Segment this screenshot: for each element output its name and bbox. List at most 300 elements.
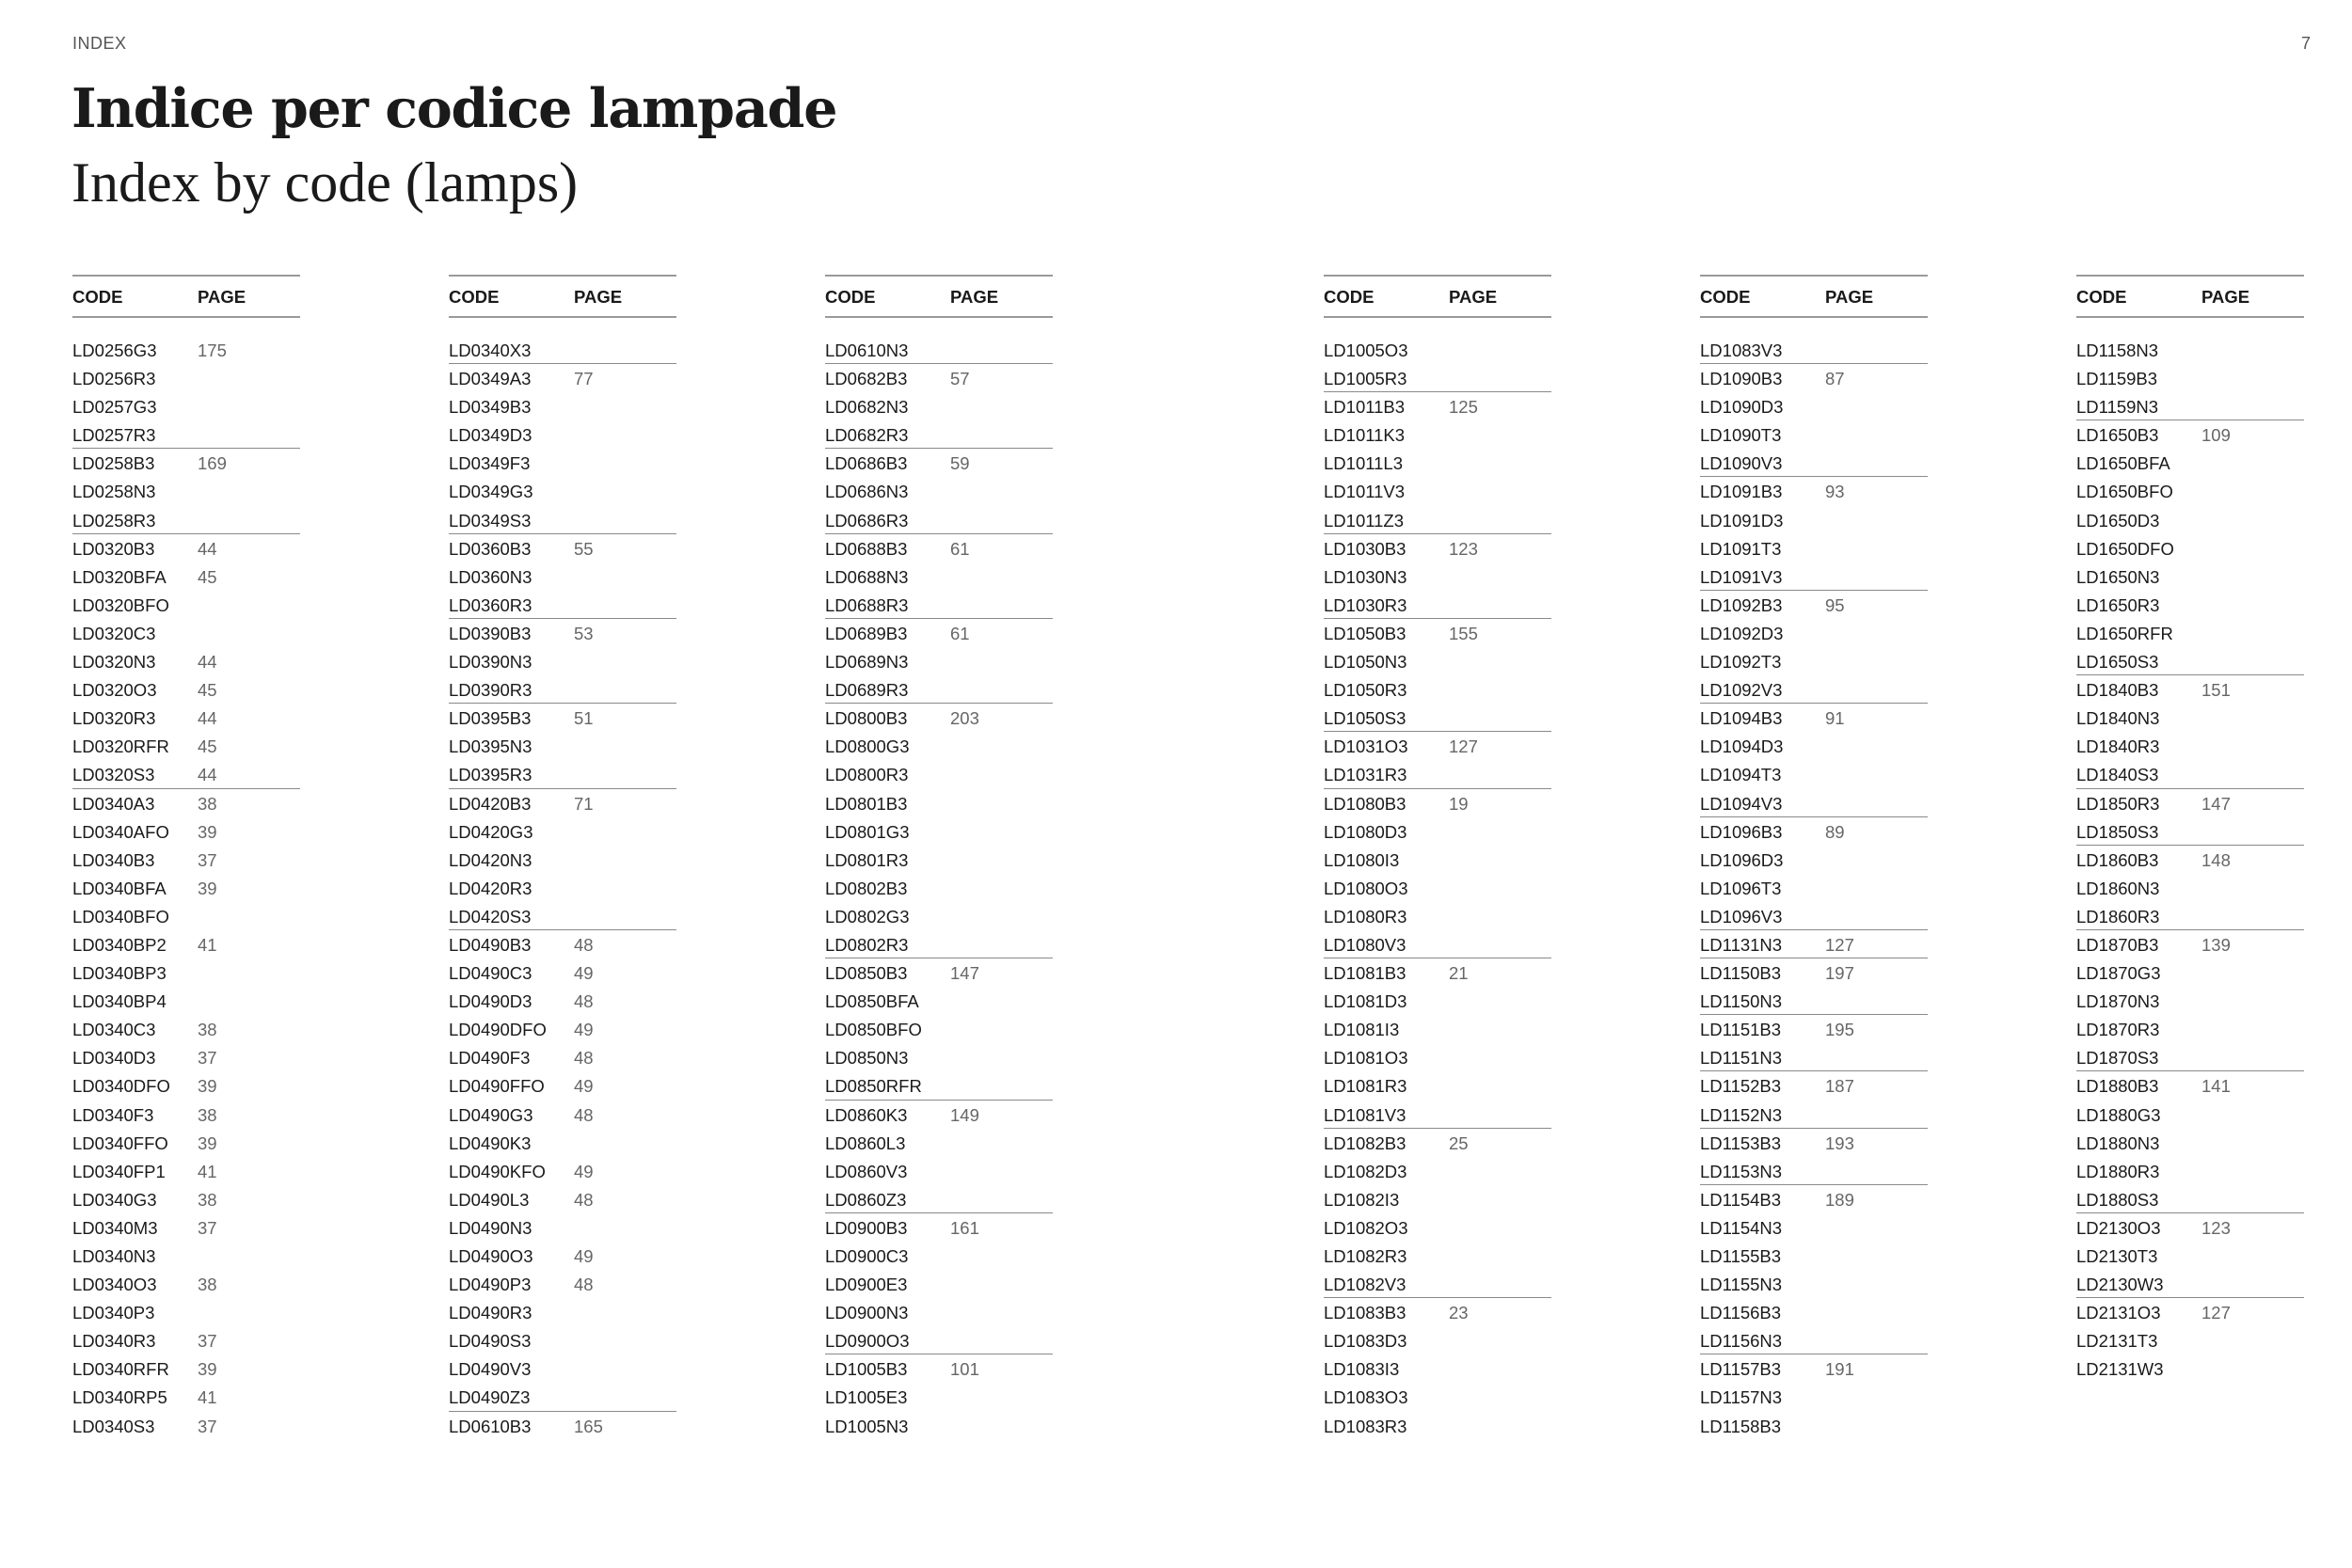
lamp-code: LD1011V3	[1324, 482, 1406, 502]
lamp-code: LD1031O3	[1324, 736, 1408, 757]
lamp-code: LD1880G3	[2076, 1104, 2161, 1125]
lamp-code: LD0801R3	[825, 849, 909, 870]
lamp-code: LD1159B3	[2076, 369, 2158, 389]
lamp-code: LD1131N3	[1700, 934, 1783, 955]
lamp-code: LD1650R3	[2076, 594, 2160, 615]
index-row	[1700, 958, 1928, 987]
page-ref: 191	[1825, 1359, 1854, 1380]
index-row	[72, 477, 300, 505]
index-row	[2076, 930, 2304, 958]
lamp-code: LD1154B3	[1700, 1189, 1782, 1210]
lamp-code: LD1083B3	[1324, 1303, 1406, 1323]
index-rows	[1700, 336, 1928, 1440]
page-ref: 48	[574, 1048, 594, 1069]
index-row	[1324, 477, 1551, 505]
index-row	[449, 1298, 676, 1326]
lamp-code: LD1094T3	[1700, 765, 1782, 785]
index-row	[2076, 1270, 2304, 1298]
index-column-3	[825, 275, 1053, 1440]
lamp-code: LD0340F3	[72, 1104, 154, 1125]
lamp-code: LD1005E3	[825, 1387, 908, 1408]
page-header: PAGE	[198, 287, 246, 307]
lamp-code: LD0610N3	[825, 341, 909, 360]
page-ref: 141	[2201, 1076, 2231, 1097]
index-column-6	[2076, 275, 2304, 1383]
page-ref: 89	[1825, 821, 1845, 842]
index-row	[2076, 506, 2304, 534]
lamp-code: LD0390R3	[449, 680, 532, 701]
lamp-code: LD1005N3	[825, 1416, 909, 1436]
page-ref: 77	[574, 369, 594, 389]
index-row	[449, 846, 676, 874]
index-row	[449, 477, 676, 505]
index-row	[449, 1213, 676, 1242]
page-ref: 127	[1449, 736, 1478, 757]
page-ref: 149	[950, 1104, 979, 1125]
index-row	[449, 1071, 676, 1100]
index-column-1	[72, 275, 300, 1440]
index-row	[1324, 506, 1551, 534]
index-row	[1324, 846, 1551, 874]
index-row	[449, 987, 676, 1015]
page-ref: 39	[198, 821, 217, 842]
index-row	[2076, 1071, 2304, 1100]
index-row	[825, 930, 1053, 958]
lamp-code: LD1090V3	[1700, 453, 1783, 474]
lamp-code: LD0320BFA	[72, 566, 167, 587]
index-row	[825, 1043, 1053, 1071]
index-rows	[72, 336, 300, 1440]
page-header: PAGE	[574, 287, 623, 307]
index-row	[1700, 902, 1928, 930]
index-row	[825, 902, 1053, 930]
page-ref: 37	[198, 1331, 217, 1352]
lamp-code: LD1156B3	[1700, 1303, 1782, 1323]
index-row	[1324, 1326, 1551, 1354]
lamp-code: LD1082O3	[1324, 1217, 1408, 1238]
lamp-code: LD1011K3	[1324, 425, 1406, 446]
lamp-code: LD1092T3	[1700, 652, 1782, 673]
index-row	[1324, 1383, 1551, 1411]
lamp-code: LD0490F3	[449, 1048, 531, 1069]
lamp-code: LD1094B3	[1700, 708, 1783, 729]
code-header: CODE	[1324, 287, 1375, 307]
lamp-code: LD0340N3	[72, 1246, 156, 1266]
index-row	[72, 1412, 300, 1440]
index-row	[72, 336, 300, 364]
lamp-code: LD0340M3	[72, 1217, 158, 1238]
lamp-code: LD1158N3	[2076, 341, 2159, 360]
column-header	[1324, 275, 1551, 318]
index-row	[449, 1242, 676, 1270]
lamp-code: LD1096B3	[1700, 821, 1783, 842]
lamp-code: LD0257R3	[72, 425, 156, 446]
index-row	[825, 1101, 1053, 1129]
index-row	[72, 1101, 300, 1129]
lamp-code: LD1850R3	[2076, 793, 2160, 814]
page-ref: 151	[2201, 680, 2231, 701]
index-row	[2076, 562, 2304, 591]
page-ref: 125	[1449, 397, 1478, 418]
lamp-code: LD1096T3	[1700, 878, 1782, 898]
lamp-code: LD0900B3	[825, 1217, 908, 1238]
lamp-code: LD1157B3	[1700, 1359, 1782, 1380]
lamp-code: LD0490DFO	[449, 1020, 547, 1040]
index-row	[449, 704, 676, 732]
index-row	[72, 1298, 300, 1326]
page-ref: 147	[950, 963, 979, 984]
index-row	[2076, 760, 2304, 788]
index-row	[2076, 1015, 2304, 1043]
lamp-code: LD0258B3	[72, 453, 155, 474]
lamp-code: LD1092D3	[1700, 623, 1784, 643]
lamp-code: LD0258R3	[72, 510, 156, 531]
index-row	[1700, 732, 1928, 760]
lamp-code: LD1650D3	[2076, 510, 2160, 531]
index-row	[2076, 449, 2304, 477]
index-row	[72, 364, 300, 392]
index-row	[72, 1354, 300, 1383]
index-row	[2076, 420, 2304, 449]
lamp-code: LD1650RFR	[2076, 623, 2173, 643]
index-row	[449, 420, 676, 449]
page-ref: 38	[198, 1020, 217, 1040]
page-ref: 38	[198, 793, 217, 814]
lamp-code: LD0490D3	[449, 991, 532, 1012]
lamp-code: LD0395N3	[449, 736, 532, 757]
lamp-code: LD0900O3	[825, 1331, 910, 1352]
index-row	[2076, 591, 2304, 619]
index-row	[72, 1326, 300, 1354]
page-ref: 19	[1449, 793, 1469, 814]
page-ref: 39	[198, 1132, 217, 1153]
lamp-code: LD1031R3	[1324, 765, 1407, 785]
index-row	[72, 760, 300, 788]
lamp-code: LD0390N3	[449, 652, 532, 673]
lamp-code: LD0420G3	[449, 821, 533, 842]
index-rows	[1324, 336, 1551, 1440]
lamp-code: LD0340BP2	[72, 934, 167, 955]
index-row	[1700, 1071, 1928, 1100]
index-row	[825, 1412, 1053, 1440]
lamp-code: LD1082R3	[1324, 1246, 1407, 1266]
lamp-code: LD0490K3	[449, 1132, 532, 1153]
index-row	[2076, 336, 2304, 364]
index-row	[1700, 1101, 1928, 1129]
index-row	[449, 534, 676, 562]
page-ref: 39	[198, 1076, 217, 1097]
lamp-code: LD1092B3	[1700, 594, 1783, 615]
lamp-code: LD0850BFO	[825, 1020, 922, 1040]
index-row	[2076, 1129, 2304, 1157]
page-ref: 57	[950, 369, 970, 389]
index-row	[1324, 1071, 1551, 1100]
index-row	[1700, 420, 1928, 449]
lamp-code: LD0900C3	[825, 1246, 909, 1266]
index-row	[2076, 1157, 2304, 1185]
index-row	[1324, 930, 1551, 958]
lamp-code: LD1083R3	[1324, 1416, 1407, 1436]
index-row	[72, 647, 300, 675]
lamp-code: LD0420R3	[449, 878, 532, 898]
index-row	[449, 1101, 676, 1129]
page-ref: 49	[574, 1161, 594, 1181]
page-ref: 44	[198, 652, 217, 673]
lamp-code: LD0686B3	[825, 453, 908, 474]
page-ref: 49	[574, 1246, 594, 1266]
page-ref: 44	[198, 708, 217, 729]
index-row	[449, 930, 676, 958]
index-row	[1324, 449, 1551, 477]
lamp-code: LD0490O3	[449, 1246, 533, 1266]
lamp-code: LD2130W3	[2076, 1275, 2164, 1295]
index-row	[2076, 902, 2304, 930]
index-row	[825, 704, 1053, 732]
lamp-code: LD1030B3	[1324, 538, 1406, 559]
lamp-code: LD0490P3	[449, 1275, 532, 1295]
lamp-code: LD1050N3	[1324, 652, 1407, 673]
page-ref: 91	[1825, 708, 1845, 729]
lamp-code: LD1080R3	[1324, 906, 1407, 927]
lamp-code: LD1156N3	[1700, 1331, 1783, 1352]
index-row	[1700, 704, 1928, 732]
lamp-code: LD1840S3	[2076, 765, 2159, 785]
index-row	[1324, 562, 1551, 591]
index-row	[1324, 675, 1551, 704]
lamp-code: LD0256G3	[72, 341, 157, 360]
lamp-code: LD0490KFO	[449, 1161, 546, 1181]
lamp-code: LD0349S3	[449, 510, 532, 531]
page-ref: 48	[574, 934, 594, 955]
lamp-code: LD1152N3	[1700, 1104, 1783, 1125]
lamp-code: LD0340BFA	[72, 878, 167, 898]
lamp-code: LD1011Z3	[1324, 510, 1405, 531]
index-row	[1324, 902, 1551, 930]
index-row	[1700, 874, 1928, 902]
lamp-code: LD0860L3	[825, 1132, 906, 1153]
index-row	[825, 1326, 1053, 1354]
lamp-code: LD1083O3	[1324, 1387, 1408, 1408]
index-row	[72, 534, 300, 562]
page-ref: 93	[1825, 482, 1845, 502]
index-row	[1324, 789, 1551, 817]
lamp-code: LD0490G3	[449, 1104, 533, 1125]
lamp-code: LD1150B3	[1700, 963, 1782, 984]
index-row	[72, 506, 300, 534]
index-row	[1324, 874, 1551, 902]
lamp-code: LD1011B3	[1324, 397, 1406, 418]
page-ref: 48	[574, 1104, 594, 1125]
lamp-code: LD0682N3	[825, 397, 909, 418]
index-row	[449, 647, 676, 675]
lamp-code: LD0490N3	[449, 1217, 532, 1238]
index-row	[1324, 958, 1551, 987]
page-ref: 161	[950, 1217, 979, 1238]
index-row	[72, 817, 300, 846]
lamp-code: LD1151N3	[1700, 1048, 1783, 1069]
index-row	[449, 760, 676, 788]
page-title: Indice per codice lampade	[72, 77, 837, 140]
index-row	[72, 902, 300, 930]
lamp-code: LD0340A3	[72, 793, 155, 814]
page-ref: 49	[574, 1076, 594, 1097]
lamp-code: LD1081V3	[1324, 1104, 1406, 1125]
lamp-code: LD0490FFO	[449, 1076, 545, 1097]
lamp-code: LD0340D3	[72, 1048, 156, 1069]
index-row	[72, 732, 300, 760]
index-row	[2076, 619, 2304, 647]
index-row	[72, 1157, 300, 1185]
lamp-code: LD0340X3	[449, 341, 532, 360]
page-ref: 203	[950, 708, 979, 729]
lamp-code: LD1650S3	[2076, 652, 2159, 673]
page-ref: 127	[1825, 934, 1854, 955]
lamp-code: LD0340C3	[72, 1020, 156, 1040]
index-row	[1700, 1412, 1928, 1440]
lamp-code: LD1840R3	[2076, 736, 2160, 757]
page-ref: 21	[1449, 963, 1469, 984]
index-row	[72, 1015, 300, 1043]
index-row	[2076, 987, 2304, 1015]
index-row	[72, 958, 300, 987]
index-row	[1700, 336, 1928, 364]
lamp-code: LD1154N3	[1700, 1217, 1783, 1238]
lamp-code: LD1150N3	[1700, 991, 1783, 1012]
index-row	[1700, 789, 1928, 817]
index-row	[72, 1185, 300, 1213]
index-rows	[449, 336, 676, 1440]
lamp-code: LD1850S3	[2076, 821, 2159, 842]
lamp-code: LD0340R3	[72, 1331, 156, 1352]
lamp-code: LD0340S3	[72, 1416, 155, 1436]
index-row	[449, 1270, 676, 1298]
lamp-code: LD1650BFO	[2076, 482, 2173, 502]
index-row	[2076, 1043, 2304, 1071]
index-row	[2076, 675, 2304, 704]
index-row	[825, 732, 1053, 760]
index-row	[1700, 1354, 1928, 1383]
index-row	[825, 1129, 1053, 1157]
lamp-code: LD0688R3	[825, 594, 909, 615]
index-rows	[2076, 336, 2304, 1383]
lamp-code: LD0340RP5	[72, 1387, 167, 1408]
lamp-code: LD0490S3	[449, 1331, 532, 1352]
index-row	[2076, 732, 2304, 760]
index-row	[1324, 534, 1551, 562]
index-row	[2076, 534, 2304, 562]
page-ref: 127	[2201, 1303, 2231, 1323]
index-row	[1700, 675, 1928, 704]
index-row	[1700, 506, 1928, 534]
index-row	[1324, 1412, 1551, 1440]
index-row	[2076, 817, 2304, 846]
index-row	[825, 1157, 1053, 1185]
lamp-code: LD1090B3	[1700, 369, 1783, 389]
page-ref: 39	[198, 1359, 217, 1380]
lamp-code: LD0802B3	[825, 878, 908, 898]
page-header: PAGE	[1449, 287, 1498, 307]
lamp-code: LD1030R3	[1324, 594, 1407, 615]
lamp-code: LD0349G3	[449, 482, 533, 502]
lamp-code: LD0320B3	[72, 538, 155, 559]
page-ref: 45	[198, 566, 217, 587]
index-row	[1700, 449, 1928, 477]
index-row	[1700, 1270, 1928, 1298]
lamp-code: LD1005O3	[1324, 341, 1408, 360]
index-row	[825, 336, 1053, 364]
page-ref: 45	[198, 736, 217, 757]
lamp-code: LD0340BP3	[72, 963, 167, 984]
lamp-code: LD1157N3	[1700, 1387, 1783, 1408]
page-ref: 55	[574, 538, 594, 559]
lamp-code: LD1840N3	[2076, 708, 2160, 729]
lamp-code: LD0360N3	[449, 566, 532, 587]
index-row	[825, 760, 1053, 788]
column-header	[72, 275, 300, 318]
lamp-code: LD2131W3	[2076, 1359, 2164, 1380]
lamp-code: LD0800B3	[825, 708, 908, 729]
page-ref: 87	[1825, 369, 1845, 389]
index-row	[1700, 1326, 1928, 1354]
index-row	[825, 874, 1053, 902]
index-row	[2076, 1326, 2304, 1354]
lamp-code: LD1650BFA	[2076, 453, 2170, 474]
lamp-code: LD0682B3	[825, 369, 908, 389]
index-row	[2076, 874, 2304, 902]
index-row	[1700, 1129, 1928, 1157]
lamp-code: LD1870B3	[2076, 934, 2159, 955]
lamp-code: LD0349B3	[449, 397, 532, 418]
lamp-code: LD0349D3	[449, 425, 532, 446]
lamp-code: LD0850RFR	[825, 1076, 922, 1097]
lamp-code: LD0320RFR	[72, 736, 169, 757]
index-row	[449, 1015, 676, 1043]
index-row	[1324, 1354, 1551, 1383]
page-ref: 61	[950, 538, 970, 559]
index-row	[72, 846, 300, 874]
index-row	[449, 1354, 676, 1383]
page-ref: 48	[574, 1189, 594, 1210]
index-row	[72, 392, 300, 420]
lamp-code: LD1080D3	[1324, 821, 1407, 842]
index-row	[2076, 1101, 2304, 1129]
page-ref: 49	[574, 1020, 594, 1040]
lamp-code: LD0688N3	[825, 566, 909, 587]
index-row	[449, 789, 676, 817]
index-row	[825, 591, 1053, 619]
lamp-code: LD1080I3	[1324, 849, 1400, 870]
lamp-code: LD1096D3	[1700, 849, 1784, 870]
lamp-code: LD0800G3	[825, 736, 910, 757]
lamp-code: LD1860N3	[2076, 878, 2160, 898]
page-number: 7	[2300, 34, 2311, 53]
lamp-code: LD1880R3	[2076, 1161, 2160, 1181]
page-header: PAGE	[1825, 287, 1874, 307]
lamp-code: LD1094V3	[1700, 793, 1783, 814]
index-row	[2076, 392, 2304, 420]
lamp-code: LD0420B3	[449, 793, 532, 814]
lamp-code: LD0320N3	[72, 652, 156, 673]
lamp-code: LD0340O3	[72, 1275, 157, 1295]
index-row	[1324, 591, 1551, 619]
index-row	[1324, 1298, 1551, 1326]
lamp-code: LD1880S3	[2076, 1189, 2159, 1210]
column-header	[825, 275, 1053, 318]
lamp-code: LD2131T3	[2076, 1331, 2158, 1352]
index-column-5	[1700, 275, 1928, 1440]
lamp-code: LD1650N3	[2076, 566, 2160, 587]
lamp-code: LD1080O3	[1324, 878, 1408, 898]
